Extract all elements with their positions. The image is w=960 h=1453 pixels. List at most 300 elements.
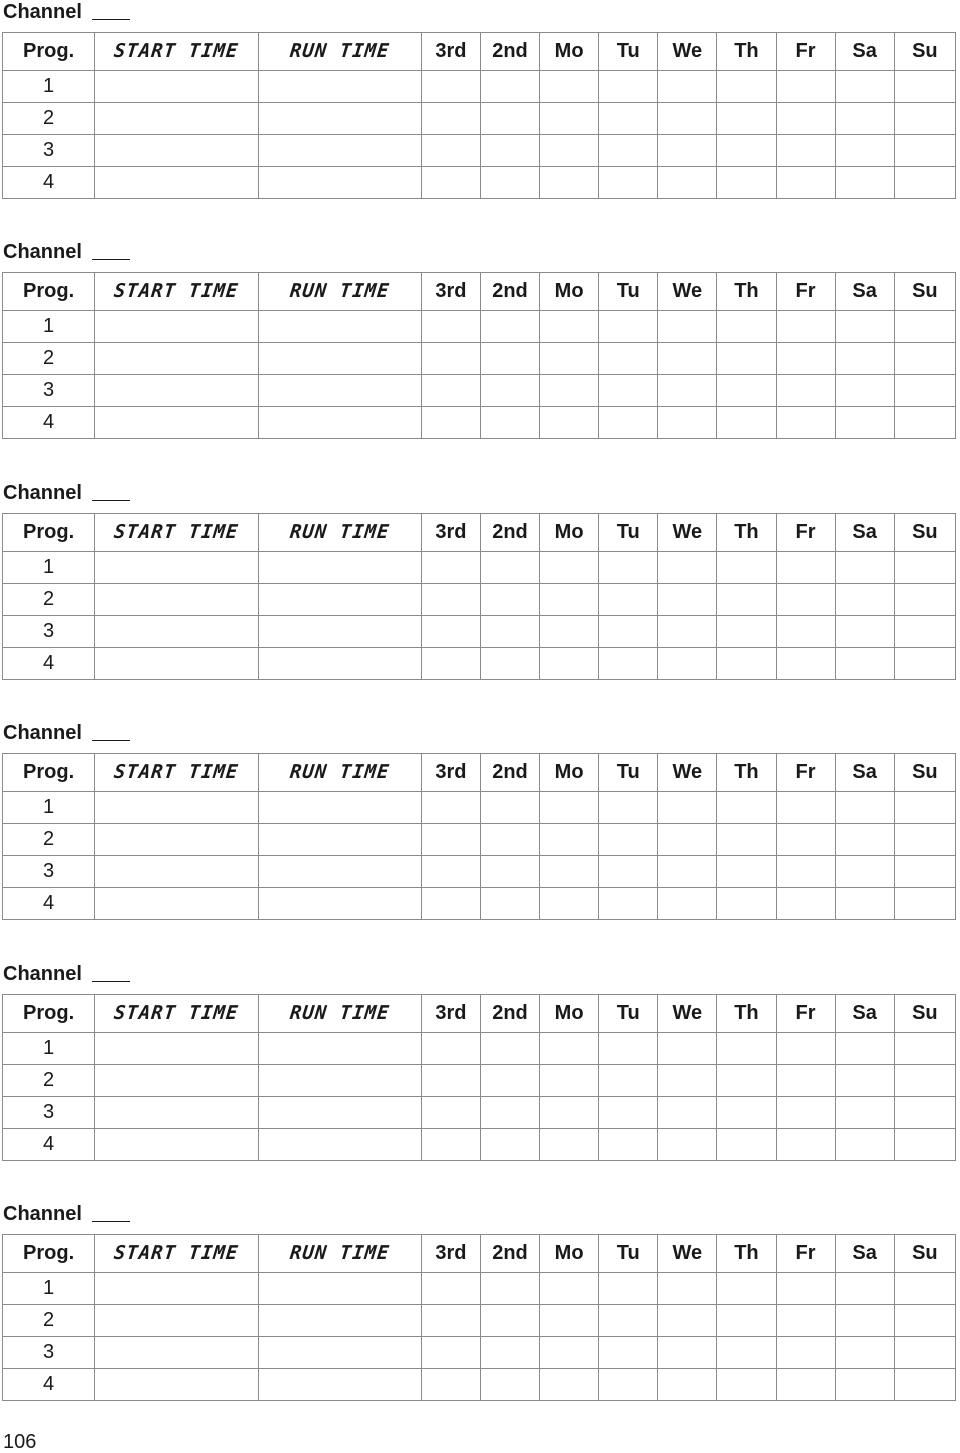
schedule-cell[interactable]: [540, 1369, 599, 1401]
schedule-cell[interactable]: [95, 856, 258, 888]
schedule-cell[interactable]: [95, 135, 258, 167]
schedule-cell[interactable]: [717, 1065, 776, 1097]
schedule-cell[interactable]: [835, 1369, 894, 1401]
schedule-cell[interactable]: [599, 1273, 658, 1305]
schedule-cell[interactable]: [540, 584, 599, 616]
channel-block: [0, 0, 960, 200]
schedule-cell[interactable]: [658, 1065, 717, 1097]
schedule-cell[interactable]: [894, 584, 955, 616]
schedule-cell[interactable]: [717, 648, 776, 680]
schedule-cell[interactable]: [599, 1065, 658, 1097]
schedule-cell[interactable]: [599, 856, 658, 888]
schedule-cell[interactable]: [258, 407, 421, 439]
schedule-cell[interactable]: [540, 1097, 599, 1129]
schedule-cell[interactable]: [658, 648, 717, 680]
column-header: 3rd: [421, 995, 480, 1033]
schedule-cell[interactable]: [717, 1129, 776, 1161]
schedule-cell[interactable]: [480, 1273, 539, 1305]
table-row: [3, 1033, 956, 1065]
schedule-cell[interactable]: [835, 1305, 894, 1337]
program-number: 1: [3, 552, 95, 584]
schedule-cell[interactable]: [835, 584, 894, 616]
schedule-cell[interactable]: [599, 824, 658, 856]
schedule-cell[interactable]: [894, 1097, 955, 1129]
schedule-cell[interactable]: [717, 888, 776, 920]
schedule-cell[interactable]: [421, 584, 480, 616]
schedule-cell[interactable]: [95, 311, 258, 343]
table-row: [3, 167, 956, 199]
schedule-cell[interactable]: [717, 616, 776, 648]
column-header: 2nd: [480, 754, 539, 792]
schedule-cell[interactable]: [599, 407, 658, 439]
schedule-cell[interactable]: [599, 552, 658, 584]
schedule-cell[interactable]: [540, 375, 599, 407]
schedule-cell[interactable]: [421, 1273, 480, 1305]
schedule-cell[interactable]: [717, 311, 776, 343]
schedule-cell[interactable]: [480, 792, 539, 824]
schedule-cell[interactable]: [258, 648, 421, 680]
schedule-cell[interactable]: [421, 135, 480, 167]
schedule-cell[interactable]: [894, 135, 955, 167]
program-number: 2: [3, 584, 95, 616]
schedule-cell[interactable]: [599, 648, 658, 680]
schedule-cell[interactable]: [421, 71, 480, 103]
column-header: Fr: [776, 514, 835, 552]
schedule-cell[interactable]: [776, 648, 835, 680]
schedule-cell[interactable]: [776, 135, 835, 167]
schedule-cell[interactable]: [540, 103, 599, 135]
schedule-cell[interactable]: [894, 311, 955, 343]
schedule-cell[interactable]: [421, 1033, 480, 1065]
schedule-cell[interactable]: [540, 888, 599, 920]
schedule-cell[interactable]: [776, 407, 835, 439]
schedule-cell[interactable]: [480, 407, 539, 439]
column-header: Fr: [776, 995, 835, 1033]
schedule-cell[interactable]: [658, 856, 717, 888]
schedule-cell[interactable]: [776, 616, 835, 648]
schedule-cell[interactable]: [776, 1305, 835, 1337]
table-row: [3, 135, 956, 167]
schedule-cell[interactable]: [658, 375, 717, 407]
schedule-cell[interactable]: [835, 375, 894, 407]
schedule-cell[interactable]: [658, 1337, 717, 1369]
schedule-cell[interactable]: [776, 824, 835, 856]
column-header: Fr: [776, 273, 835, 311]
schedule-cell[interactable]: [480, 311, 539, 343]
schedule-cell[interactable]: [540, 1033, 599, 1065]
schedule-cell[interactable]: [540, 1273, 599, 1305]
channel-label-text: Channel: [3, 482, 82, 504]
channel-number-blank[interactable]: [92, 500, 130, 501]
column-header: [258, 754, 421, 792]
schedule-cell[interactable]: [258, 1305, 421, 1337]
channel-number-blank[interactable]: [92, 740, 130, 741]
schedule-cell[interactable]: [776, 856, 835, 888]
schedule-cell[interactable]: [894, 407, 955, 439]
schedule-cell[interactable]: [658, 552, 717, 584]
schedule-cell[interactable]: [258, 1337, 421, 1369]
schedule-cell[interactable]: [658, 71, 717, 103]
column-header: Su: [894, 33, 955, 71]
schedule-cell[interactable]: [599, 888, 658, 920]
schedule-cell[interactable]: [776, 1033, 835, 1065]
column-header: Tu: [599, 33, 658, 71]
column-header: Sa: [835, 1235, 894, 1273]
schedule-cell[interactable]: [835, 888, 894, 920]
schedule-cell[interactable]: [599, 1337, 658, 1369]
schedule-cell[interactable]: [480, 616, 539, 648]
schedule-cell[interactable]: [835, 103, 894, 135]
column-header: Mo: [540, 273, 599, 311]
schedule-cell[interactable]: [658, 584, 717, 616]
schedule-cell[interactable]: [717, 1369, 776, 1401]
schedule-cell[interactable]: [540, 343, 599, 375]
schedule-cell[interactable]: [421, 103, 480, 135]
schedule-cell[interactable]: [835, 1097, 894, 1129]
schedule-cell[interactable]: [599, 584, 658, 616]
schedule-cell[interactable]: [717, 1033, 776, 1065]
schedule-cell[interactable]: [776, 1097, 835, 1129]
schedule-cell[interactable]: [480, 343, 539, 375]
schedule-cell[interactable]: [776, 311, 835, 343]
schedule-cell[interactable]: [540, 407, 599, 439]
schedule-cell[interactable]: [776, 552, 835, 584]
schedule-cell[interactable]: [717, 1273, 776, 1305]
schedule-cell[interactable]: [894, 71, 955, 103]
schedule-cell[interactable]: [480, 167, 539, 199]
schedule-cell[interactable]: [599, 1097, 658, 1129]
schedule-cell[interactable]: [776, 1337, 835, 1369]
schedule-cell[interactable]: [835, 311, 894, 343]
schedule-cell[interactable]: [835, 1129, 894, 1161]
schedule-cell[interactable]: [835, 1033, 894, 1065]
schedule-cell[interactable]: [894, 167, 955, 199]
schedule-cell[interactable]: [894, 1337, 955, 1369]
schedule-cell[interactable]: [599, 167, 658, 199]
schedule-cell[interactable]: [95, 824, 258, 856]
schedule-cell[interactable]: [258, 135, 421, 167]
schedule-cell[interactable]: [658, 135, 717, 167]
schedule-cell[interactable]: [258, 1369, 421, 1401]
schedule-cell[interactable]: [658, 167, 717, 199]
schedule-cell[interactable]: [95, 1305, 258, 1337]
program-number: 3: [3, 135, 95, 167]
schedule-cell[interactable]: [95, 552, 258, 584]
schedule-cell[interactable]: [776, 1129, 835, 1161]
schedule-cell[interactable]: [599, 343, 658, 375]
schedule-cell[interactable]: [658, 407, 717, 439]
schedule-cell[interactable]: [421, 1305, 480, 1337]
schedule-cell[interactable]: [835, 407, 894, 439]
schedule-cell[interactable]: [599, 1033, 658, 1065]
schedule-cell[interactable]: [776, 167, 835, 199]
schedule-cell[interactable]: [540, 792, 599, 824]
start-time-header: START TIME: [113, 280, 240, 302]
schedule-cell[interactable]: [95, 1065, 258, 1097]
schedule-cell[interactable]: [480, 103, 539, 135]
schedule-cell[interactable]: [540, 71, 599, 103]
schedule-cell[interactable]: [258, 552, 421, 584]
table-row: [3, 407, 956, 439]
channel-label-text: Channel: [3, 722, 82, 744]
schedule-cell[interactable]: [480, 1097, 539, 1129]
schedule-cell[interactable]: [95, 1273, 258, 1305]
schedule-cell[interactable]: [258, 167, 421, 199]
schedule-cell[interactable]: [480, 71, 539, 103]
schedule-cell[interactable]: [540, 167, 599, 199]
schedule-cell[interactable]: [717, 1305, 776, 1337]
schedule-cell[interactable]: [894, 792, 955, 824]
schedule-cell[interactable]: [480, 1305, 539, 1337]
schedule-cell[interactable]: [258, 856, 421, 888]
channel-number-blank[interactable]: [92, 981, 130, 982]
schedule-cell[interactable]: [421, 311, 480, 343]
schedule-cell[interactable]: [258, 71, 421, 103]
schedule-cell[interactable]: [258, 888, 421, 920]
schedule-cell[interactable]: [894, 552, 955, 584]
schedule-cell[interactable]: [599, 135, 658, 167]
schedule-cell[interactable]: [658, 1033, 717, 1065]
table-row: [3, 103, 956, 135]
program-number: 3: [3, 856, 95, 888]
schedule-cell[interactable]: [835, 71, 894, 103]
schedule-cell[interactable]: [258, 311, 421, 343]
schedule-cell[interactable]: [540, 552, 599, 584]
start-time-header: START TIME: [113, 40, 240, 62]
schedule-cell[interactable]: [717, 71, 776, 103]
schedule-cell[interactable]: [717, 584, 776, 616]
column-header: Th: [717, 754, 776, 792]
schedule-cell[interactable]: [95, 1369, 258, 1401]
schedule-cell[interactable]: [894, 1033, 955, 1065]
schedule-cell[interactable]: [835, 824, 894, 856]
schedule-cell[interactable]: [480, 552, 539, 584]
schedule-cell[interactable]: [717, 792, 776, 824]
schedule-cell[interactable]: [480, 135, 539, 167]
schedule-cell[interactable]: [421, 407, 480, 439]
schedule-cell[interactable]: [540, 856, 599, 888]
schedule-cell[interactable]: [258, 103, 421, 135]
schedule-cell[interactable]: [717, 375, 776, 407]
schedule-cell[interactable]: [540, 311, 599, 343]
schedule-cell[interactable]: [480, 1369, 539, 1401]
schedule-cell[interactable]: [421, 824, 480, 856]
schedule-cell[interactable]: [480, 375, 539, 407]
schedule-cell[interactable]: [835, 167, 894, 199]
schedule-cell[interactable]: [95, 1033, 258, 1065]
schedule-cell[interactable]: [894, 375, 955, 407]
schedule-cell[interactable]: [480, 1337, 539, 1369]
schedule-cell[interactable]: [835, 1273, 894, 1305]
schedule-cell[interactable]: [776, 103, 835, 135]
schedule-cell[interactable]: [658, 1129, 717, 1161]
schedule-cell[interactable]: [776, 343, 835, 375]
schedule-cell[interactable]: [658, 824, 717, 856]
schedule-cell[interactable]: [835, 1065, 894, 1097]
schedule-cell[interactable]: [894, 1129, 955, 1161]
schedule-cell[interactable]: [540, 1065, 599, 1097]
schedule-cell[interactable]: [258, 792, 421, 824]
schedule-cell[interactable]: [540, 1305, 599, 1337]
schedule-cell[interactable]: [480, 856, 539, 888]
schedule-cell[interactable]: [95, 616, 258, 648]
schedule-cell[interactable]: [95, 584, 258, 616]
schedule-cell[interactable]: [540, 1129, 599, 1161]
schedule-cell[interactable]: [599, 792, 658, 824]
schedule-cell[interactable]: [95, 375, 258, 407]
schedule-cell[interactable]: [258, 584, 421, 616]
schedule-cell[interactable]: [717, 103, 776, 135]
schedule-cell[interactable]: [599, 1305, 658, 1337]
schedule-cell[interactable]: [894, 648, 955, 680]
column-header: Tu: [599, 1235, 658, 1273]
schedule-cell[interactable]: [835, 1337, 894, 1369]
schedule-cell[interactable]: [599, 71, 658, 103]
schedule-cell[interactable]: [717, 343, 776, 375]
schedule-cell[interactable]: [835, 616, 894, 648]
schedule-cell[interactable]: [894, 103, 955, 135]
schedule-cell[interactable]: [717, 552, 776, 584]
column-header: We: [658, 514, 717, 552]
schedule-cell[interactable]: [835, 552, 894, 584]
schedule-cell[interactable]: [421, 1097, 480, 1129]
schedule-cell[interactable]: [421, 375, 480, 407]
schedule-cell[interactable]: [776, 1273, 835, 1305]
schedule-cell[interactable]: [835, 343, 894, 375]
schedule-cell[interactable]: [599, 1369, 658, 1401]
schedule-cell[interactable]: [776, 584, 835, 616]
schedule-cell[interactable]: [421, 616, 480, 648]
schedule-cell[interactable]: [658, 1369, 717, 1401]
schedule-cell[interactable]: [540, 648, 599, 680]
schedule-cell[interactable]: [658, 1305, 717, 1337]
program-number: 1: [3, 1033, 95, 1065]
schedule-cell[interactable]: [480, 1065, 539, 1097]
schedule-cell[interactable]: [835, 856, 894, 888]
schedule-cell[interactable]: [258, 375, 421, 407]
schedule-cell[interactable]: [258, 1033, 421, 1065]
schedule-cell[interactable]: [95, 1337, 258, 1369]
schedule-cell[interactable]: [894, 1065, 955, 1097]
schedule-cell[interactable]: [421, 1065, 480, 1097]
channel-number-blank[interactable]: [92, 259, 130, 260]
schedule-cell[interactable]: [658, 103, 717, 135]
schedule-cell[interactable]: [599, 103, 658, 135]
schedule-cell[interactable]: [717, 135, 776, 167]
schedule-cell[interactable]: [421, 552, 480, 584]
schedule-cell[interactable]: [717, 1337, 776, 1369]
schedule-cell[interactable]: [95, 792, 258, 824]
schedule-cell[interactable]: [658, 792, 717, 824]
schedule-cell[interactable]: [599, 1129, 658, 1161]
schedule-cell[interactable]: [894, 1305, 955, 1337]
schedule-cell[interactable]: [894, 616, 955, 648]
schedule-cell[interactable]: [540, 135, 599, 167]
schedule-cell[interactable]: [894, 343, 955, 375]
schedule-cell[interactable]: [480, 648, 539, 680]
schedule-cell[interactable]: [95, 888, 258, 920]
schedule-cell[interactable]: [258, 343, 421, 375]
schedule-cell[interactable]: [258, 824, 421, 856]
schedule-cell[interactable]: [421, 1369, 480, 1401]
schedule-cell[interactable]: [776, 792, 835, 824]
schedule-cell[interactable]: [258, 1273, 421, 1305]
schedule-cell[interactable]: [258, 1097, 421, 1129]
schedule-cell[interactable]: [95, 343, 258, 375]
schedule-cell[interactable]: [658, 888, 717, 920]
schedule-cell[interactable]: [717, 167, 776, 199]
schedule-cell[interactable]: [95, 103, 258, 135]
program-schedule-table: [2, 994, 956, 1161]
schedule-cell[interactable]: [421, 1129, 480, 1161]
schedule-cell[interactable]: [95, 1129, 258, 1161]
schedule-cell[interactable]: [894, 824, 955, 856]
schedule-cell[interactable]: [95, 648, 258, 680]
schedule-cell[interactable]: [258, 1129, 421, 1161]
schedule-cell[interactable]: [717, 856, 776, 888]
schedule-cell[interactable]: [258, 1065, 421, 1097]
schedule-cell[interactable]: [421, 648, 480, 680]
schedule-cell[interactable]: [599, 616, 658, 648]
schedule-cell[interactable]: [894, 1369, 955, 1401]
schedule-cell[interactable]: [599, 311, 658, 343]
schedule-cell[interactable]: [894, 1273, 955, 1305]
schedule-cell[interactable]: [480, 888, 539, 920]
schedule-cell[interactable]: [658, 311, 717, 343]
schedule-cell[interactable]: [835, 648, 894, 680]
schedule-cell[interactable]: [717, 824, 776, 856]
schedule-cell[interactable]: [540, 1337, 599, 1369]
channel-number-blank[interactable]: [92, 1221, 130, 1222]
schedule-cell[interactable]: [258, 616, 421, 648]
schedule-cell[interactable]: [421, 167, 480, 199]
schedule-cell[interactable]: [421, 888, 480, 920]
schedule-cell[interactable]: [658, 1273, 717, 1305]
schedule-cell[interactable]: [776, 1065, 835, 1097]
schedule-cell[interactable]: [480, 1129, 539, 1161]
schedule-cell[interactable]: [717, 407, 776, 439]
schedule-cell[interactable]: [480, 584, 539, 616]
schedule-cell[interactable]: [835, 135, 894, 167]
schedule-cell[interactable]: [421, 792, 480, 824]
schedule-cell[interactable]: [95, 71, 258, 103]
schedule-cell[interactable]: [421, 1337, 480, 1369]
schedule-cell[interactable]: [95, 407, 258, 439]
schedule-cell[interactable]: [894, 856, 955, 888]
schedule-cell[interactable]: [717, 1097, 776, 1129]
schedule-cell[interactable]: [421, 856, 480, 888]
schedule-cell[interactable]: [658, 1097, 717, 1129]
table-header-row: [3, 1235, 956, 1273]
schedule-cell[interactable]: [599, 375, 658, 407]
schedule-cell[interactable]: [776, 888, 835, 920]
schedule-cell[interactable]: [540, 824, 599, 856]
schedule-cell[interactable]: [95, 167, 258, 199]
schedule-cell[interactable]: [776, 375, 835, 407]
schedule-cell[interactable]: [835, 792, 894, 824]
schedule-cell[interactable]: [421, 343, 480, 375]
schedule-cell[interactable]: [480, 824, 539, 856]
schedule-cell[interactable]: [95, 1097, 258, 1129]
schedule-cell[interactable]: [776, 71, 835, 103]
schedule-cell[interactable]: [540, 616, 599, 648]
schedule-cell[interactable]: [894, 888, 955, 920]
channel-number-blank[interactable]: [92, 19, 130, 20]
schedule-cell[interactable]: [658, 343, 717, 375]
schedule-cell[interactable]: [480, 1033, 539, 1065]
schedule-cell[interactable]: [776, 1369, 835, 1401]
schedule-cell[interactable]: [658, 616, 717, 648]
